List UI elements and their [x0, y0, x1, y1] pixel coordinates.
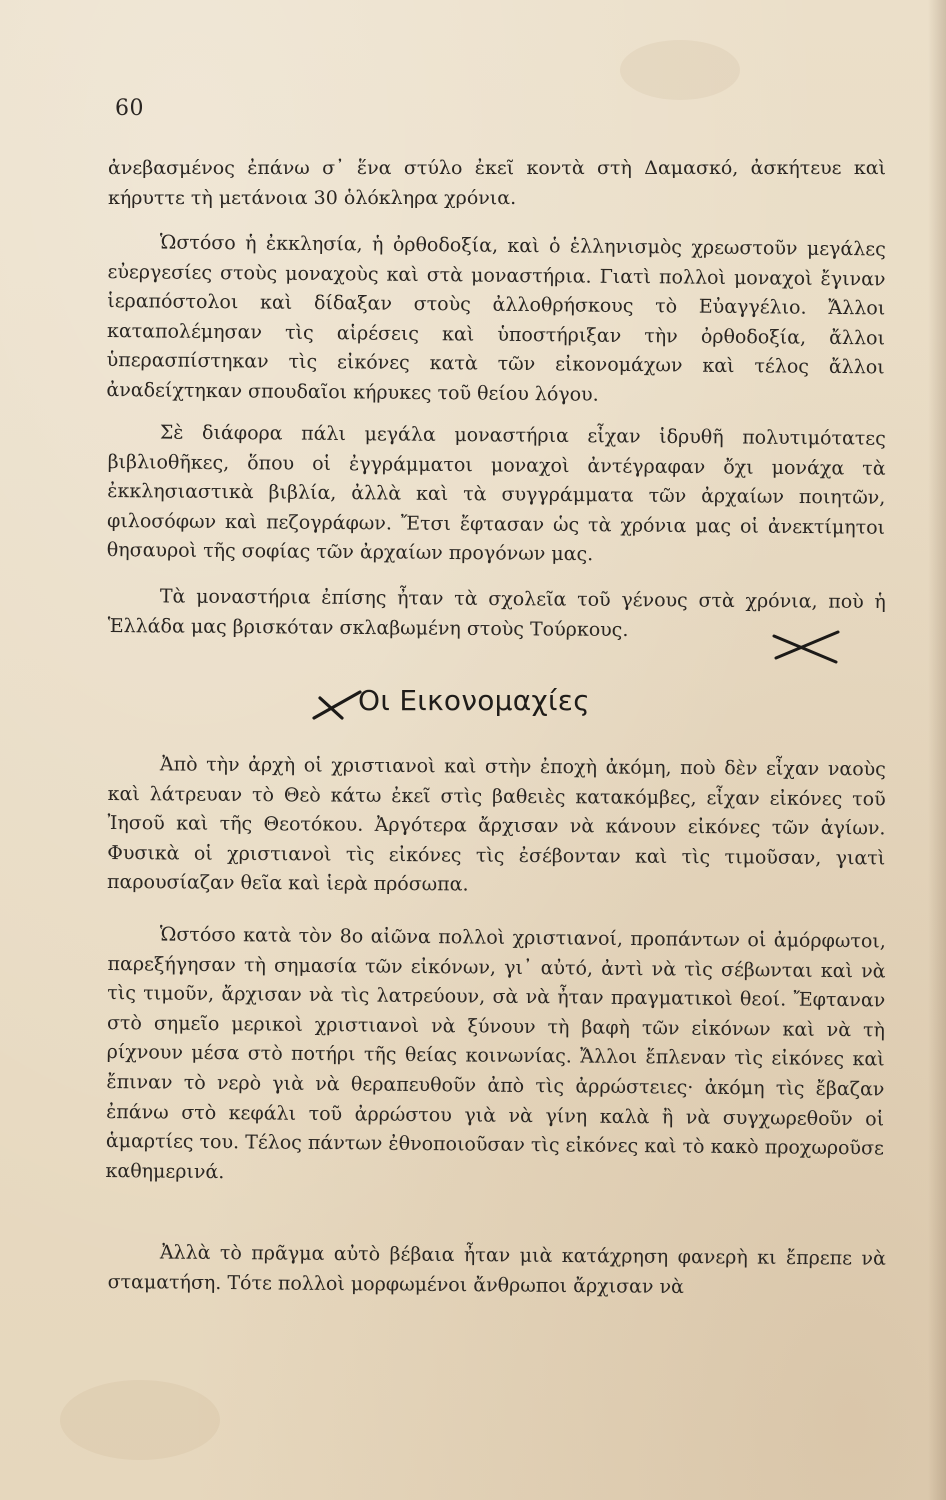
paper-stain — [620, 40, 740, 100]
paragraph-abuse — [107, 1238, 885, 1304]
paragraph: Ὡστόσο κατὰ τὸν 8ο αἰῶνα πολλοὶ χριστιανοί, προπάντων οἱ ἀμόρφωτοι, παρεξήγησαν τὴ σημασία τῶν εἰκόνων, γι᾽ αὐτό, ἀντὶ νὰ τὶς σέβωνται καὶ νὰ τὶς τιμοῦν, ἄρχισαν νὰ τὶς λατρεύουν, σὰ νὰ ἦταν πραγματικοὶ θεοί. Ἔφταναν στὸ σημεῖο μερικοὶ χριστιανοὶ νὰ ξύνουν τὴ βαφὴ τῶν εἰκόνων καὶ νὰ τὴ ρίχνουν μέσα στὸ ποτήρι τῆς θείας κοινωνίας. Ἄλλοι ἔπλεναν τὶς εἰκόνες καὶ ἔπιναν τὸ νερὸ γιὰ νὰ θεραπευθοῦν ἀπὸ τὶς ἀρρώστειες· ἀκόμη τὶς ἔβαζαν ἐπάνω στὸ κεφάλι τοῦ ἀρρώστου γιὰ νὰ γίνη καλὰ ἢ νὰ συγχωρεθοῦν οἱ ἁμαρτίες του. Τέλος πάντων ἐθνοποιοῦσαν τὶς εἰκόνες καὶ τὸ κακὸ προχωροῦσε καθημερινά. — [105, 923, 886, 1183]
page-edge-shadow — [928, 0, 946, 1500]
paragraph: Ἀλλὰ τὸ πρᾶγμα αὐτὸ βέβαια ἦταν μιὰ κατάχρηση φανερὴ κι ἔπρεπε νὰ σταματήση. Τότε πολλοὶ μορφωμένοι ἄνθρωποι ἄρχισαν νὰ — [107, 1241, 886, 1298]
paragraph-monks-benefits — [106, 228, 886, 413]
section-heading — [318, 684, 590, 717]
paragraph: Τὰ μοναστήρια ἐπίσης ἦταν τὰ σχολεῖα τοῦ γένους στὰ χρόνια, ποὺ ἡ Ἑλλάδα μας βρισκόταν σκλαβωμένη στοὺς Τούρκους. — [107, 585, 886, 641]
paragraph: ἀνεβασμένος ἐπάνω σ᾽ ἕνα στύλο ἐκεῖ κοντὰ στὴ Δαμασκό, ἀσκήτευε καὶ κήρυττε τὴ μετάνοια 30 ὁλόκληρα χρόνια. — [108, 157, 886, 209]
paragraph: Σὲ διάφορα πάλι μεγάλα μοναστήρια εἶχαν ἱδρυθῆ πολυτιμότατες βιβλιοθῆκες, ὅπου οἱ ἐγγράμματοι μοναχοὶ ἀντέγραφαν ὄχι μονάχα τὰ ἐκκλησιαστικὰ βιβλία, ἀλλὰ καὶ τὰ συγγράμματα τῶν ἀρχαίων ποιητῶν, φιλοσόφων καὶ πεζογράφων. Ἔτσι ἔφτασαν ὡς τὰ χρόνια μας οἱ ἀνεκτίμητοι θησαυροὶ τῆς σοφίας τῶν ἀρχαίων προγόνων μας. — [106, 421, 886, 566]
paragraph-early-icons — [107, 750, 886, 903]
paragraph: Ἀπὸ τὴν ἀρχὴ οἱ χριστιανοὶ καὶ στὴν ἐποχὴ ἀκόμη, ποὺ δὲν εἶχαν ναοὺς καὶ λάτρευαν τὸ Θεὸ κάτω ἐκεῖ στὶς βαθειὲς κατακόμβες, εἶχαν εἰκόνες τοῦ Ἰησοῦ καὶ τῆς Θεοτόκου. Ἀργότερα ἄρχισαν νὰ κάνουν εἰκόνες τῶν ἁγίων. Φυσικὰ οἱ χριστιανοὶ τὶς εἰκόνες τὶς ἐσέβονταν καὶ τὶς τιμοῦσαν, γιατὶ παρουσίαζαν θεῖα καὶ ἱερὰ πρόσωπα. — [106, 753, 886, 896]
handwritten-cross-mark — [770, 622, 842, 666]
paper-stain — [60, 1380, 220, 1460]
page-number: 60 — [115, 96, 144, 121]
paragraph-libraries — [107, 418, 886, 573]
heading-text: Οι Εικονομαχίες — [358, 684, 590, 717]
paragraph-icon-misuse — [105, 920, 886, 1194]
paragraph-continuation — [108, 154, 886, 213]
paragraph: Ὡστόσο ἡ ἐκκλησία, ἡ ὀρθοδοξία, καὶ ὁ ἑλληνισμὸς χρεωστοῦν μεγάλες εὐεργεσίες στοὺς μοναχοὺς καὶ στὰ μοναστήρια. Γιατὶ πολλοὶ μοναχοὶ ἔγιναν ἱεραπόστολοι καὶ δίδαξαν στοὺς ἀλλοθρήσκους τὸ Εὐαγγέλιο. Ἄλλοι καταπολέμησαν τὶς αἱρέσεις καὶ ὑποστήριξαν τὴν ὀρθοδοξία, ἄλλοι ὑπερασπίστηκαν τὶς εἰκόνες κατὰ τῶν εἰκονομάχων καὶ τέλος ἄλλοι ἀναδείχτηκαν σπουδαῖοι κήρυκες τοῦ θείου λόγου. — [106, 231, 886, 406]
